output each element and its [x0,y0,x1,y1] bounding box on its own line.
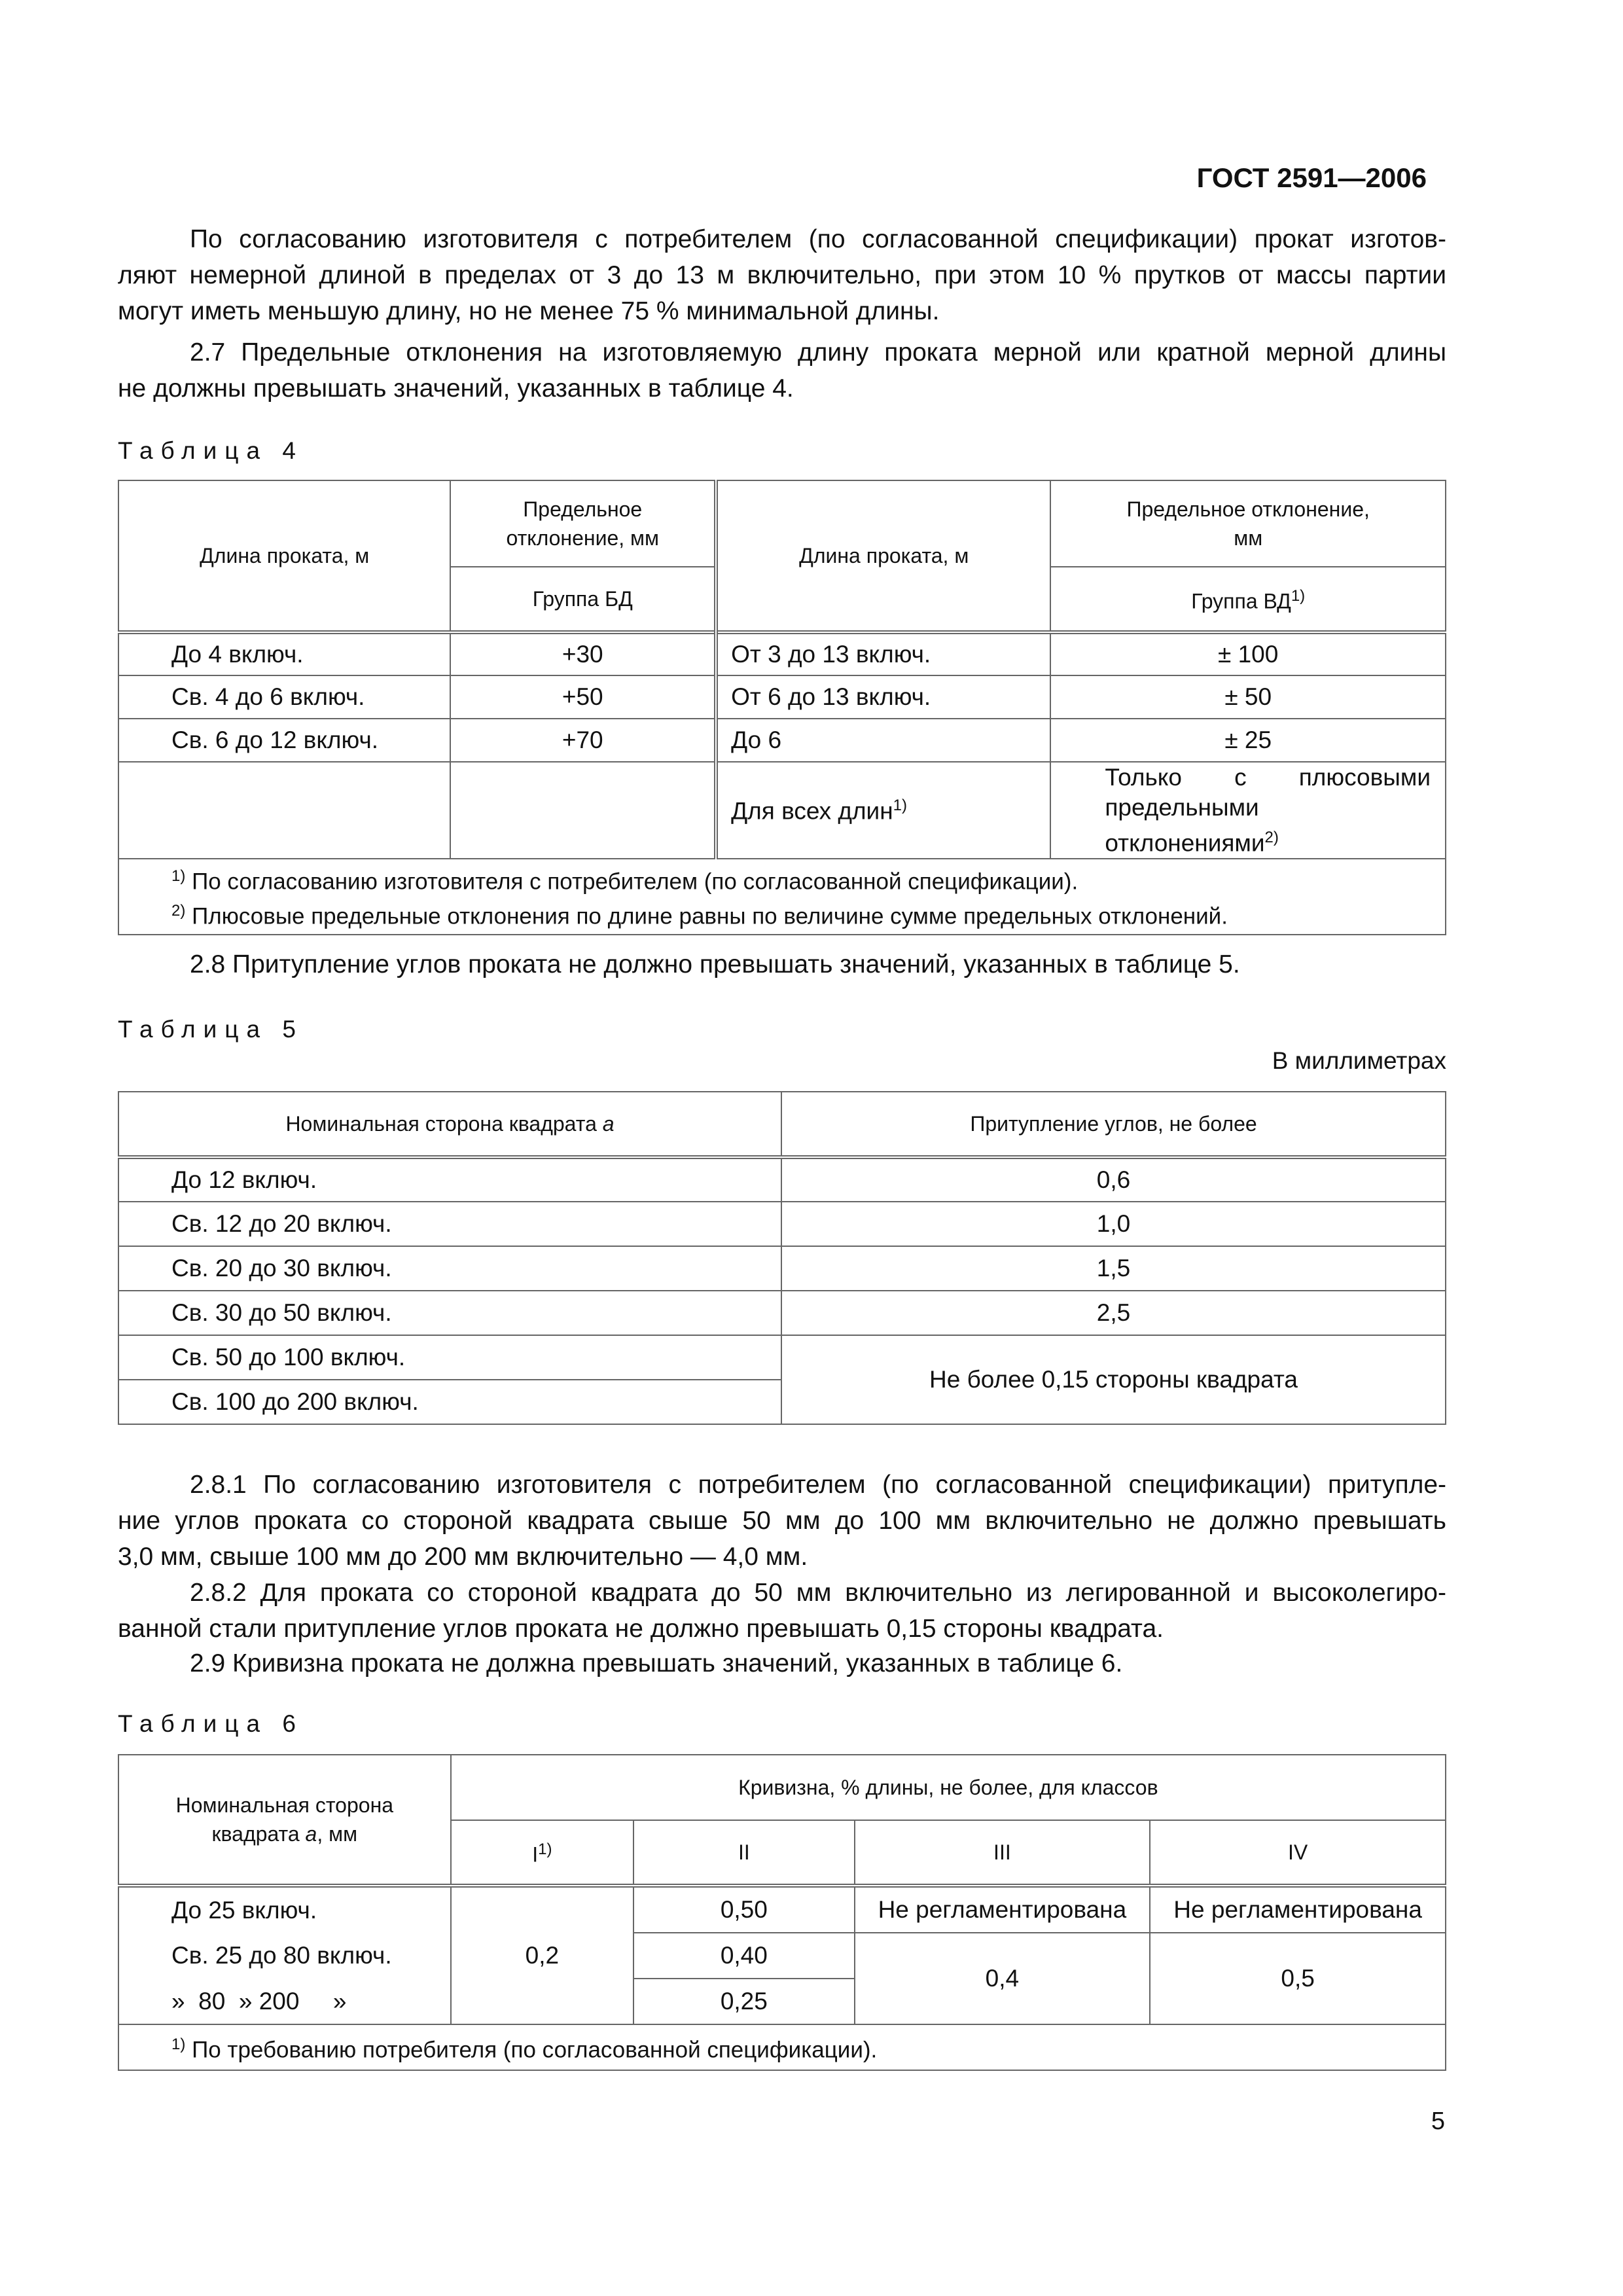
table-6-caption: Таблица 6 [118,1710,304,1737]
table-row: Св. 12 до 20 включ. 1,0 [118,1202,1446,1246]
table-row: Св. 30 до 50 включ. 2,5 [118,1291,1446,1335]
table-4-caption: Таблица 4 [118,437,304,464]
t5-header-bluntness: Притупление углов, не более [781,1092,1446,1157]
t4-header-deviation-2: Предельное отклонение, мм [1050,480,1446,567]
table-6 [118,1754,1446,2071]
paragraph-line: ние углов проката со стороной квадрата свыше 50 мм до 100 мм включительно не должно превышать [118,1507,1446,1535]
t4-header-deviation: Предельное отклонение, мм [450,480,716,567]
table-5-caption: Таблица 5 [118,1016,304,1043]
table-5 [118,1091,1446,1425]
table-4-notes [118,859,1446,934]
paragraph-line: 2.8.2 Для проката со стороной квадрата до 50 мм включительно из легированной и высоколегиро- [190,1579,1446,1607]
page-number: 5 [1431,2108,1445,2135]
document-header: ГОСТ 2591—2006 [1196,162,1427,193]
paragraph-1 [118,221,1446,329]
paragraph-2-9 [118,1645,1446,1681]
table-row: Св. 100 до 200 включ. [118,1380,1446,1424]
table-row: До 25 включ. 0,2 0,50 Не регламентирована Не регламентирована [118,1886,1446,1933]
paragraph-line: 3,0 мм, свыше 100 мм до 200 мм включительно — 4,0 мм. [118,1543,808,1571]
t6-header-class-2: II [633,1820,854,1886]
t4-header-group-bd: Группа БД [450,567,716,632]
table-4 [118,480,1446,935]
paragraph-line: ляют немерной длиной в пределах от 3 до 13 м включительно, при этом 10 % прутков от массы партии [118,261,1446,289]
table-row: Св. 50 до 100 включ. Не более 0,15 стороны квадрата [118,1335,1446,1380]
table-row: Для всех длин$^{1)}$ Только с плюсовыми предельными отклонениями$^{2)}$ [118,762,1446,859]
footnote-1: $^{1)}$ По согласованию изготовителя с потребителем (по согласованной спецификации). [171,867,1079,895]
t4-header-length-2: Длина проката, м [716,480,1050,632]
paragraph-2-8 [118,946,1446,982]
table-row: Св. 6 до 12 включ. +70 До 6 ± 25 [118,719,1446,762]
table-6-notes [118,2024,1446,2070]
t5-header-side: Номинальная сторона квадрата a [118,1092,781,1157]
footnote-1: $^{1)}$ По требованию потребителя (по согласованной спецификации). [171,2035,878,2063]
t6-header-curvature: Кривизна, % длины, не более, для классов [451,1755,1446,1820]
t4-header-group-vd: Группа ВД$^{1)}$ [1050,567,1446,632]
t6-header-class-1: $I^{1)}$ [451,1820,633,1886]
t6-header-side: Номинальная сторона квадрата a, мм [118,1755,451,1886]
paragraph-line: 2.7 Предельные отклонения на изготовляемую длину проката мерной или кратной мерной длины [190,338,1446,367]
t6-header-class-4: IV [1150,1820,1446,1886]
table-row: » 80 » 200 » 0,25 [118,1979,1446,2024]
table-row: Св. 20 до 30 включ. 1,5 [118,1246,1446,1291]
paragraph-line: ванной стали притупление углов проката не должно превышать 0,15 стороны квадрата. [118,1615,1164,1643]
table-row: Св. 4 до 6 включ. +50 От 6 до 13 включ. ± 50 [118,675,1446,719]
paragraph-line: 2.8.1 По согласованию изготовителя с потребителем (по согласованной спецификации) притупле- [190,1471,1446,1499]
table-5-units: В миллиметрах [1272,1047,1446,1074]
t4-header-length: Длина проката, м [118,480,450,632]
paragraph-line: не должны превышать значений, указанных в таблице 4. [118,374,794,403]
table-row: Св. 25 до 80 включ. 0,40 0,4 0,5 [118,1933,1446,1979]
paragraph-2-8-1 [118,1467,1446,1575]
paragraph-line: По согласованию изготовителя с потребителем (по согласованной спецификации) прокат изготов- [190,225,1446,253]
table-row: До 12 включ. 0,6 [118,1157,1446,1202]
t6-header-class-3: III [855,1820,1150,1886]
paragraph-2-7 [118,334,1446,406]
table-row: До 4 включ. +30 От 3 до 13 включ. ± 100 [118,632,1446,675]
footnote-2: $^{2)}$ Плюсовые предельные отклонения по длине равны по величине сумме предельных отклонений. [171,901,1228,929]
paragraph-2-8-2 [118,1575,1446,1647]
paragraph-line: 2.8 Притупление углов проката не должно превышать значений, указанных в таблице 5. [190,950,1240,978]
paragraph-line: могут иметь меньшую длину, но не менее 75 % минимальной длины. [118,297,940,325]
paragraph-line: 2.9 Кривизна проката не должна превышать значений, указанных в таблице 6. [190,1649,1123,1677]
